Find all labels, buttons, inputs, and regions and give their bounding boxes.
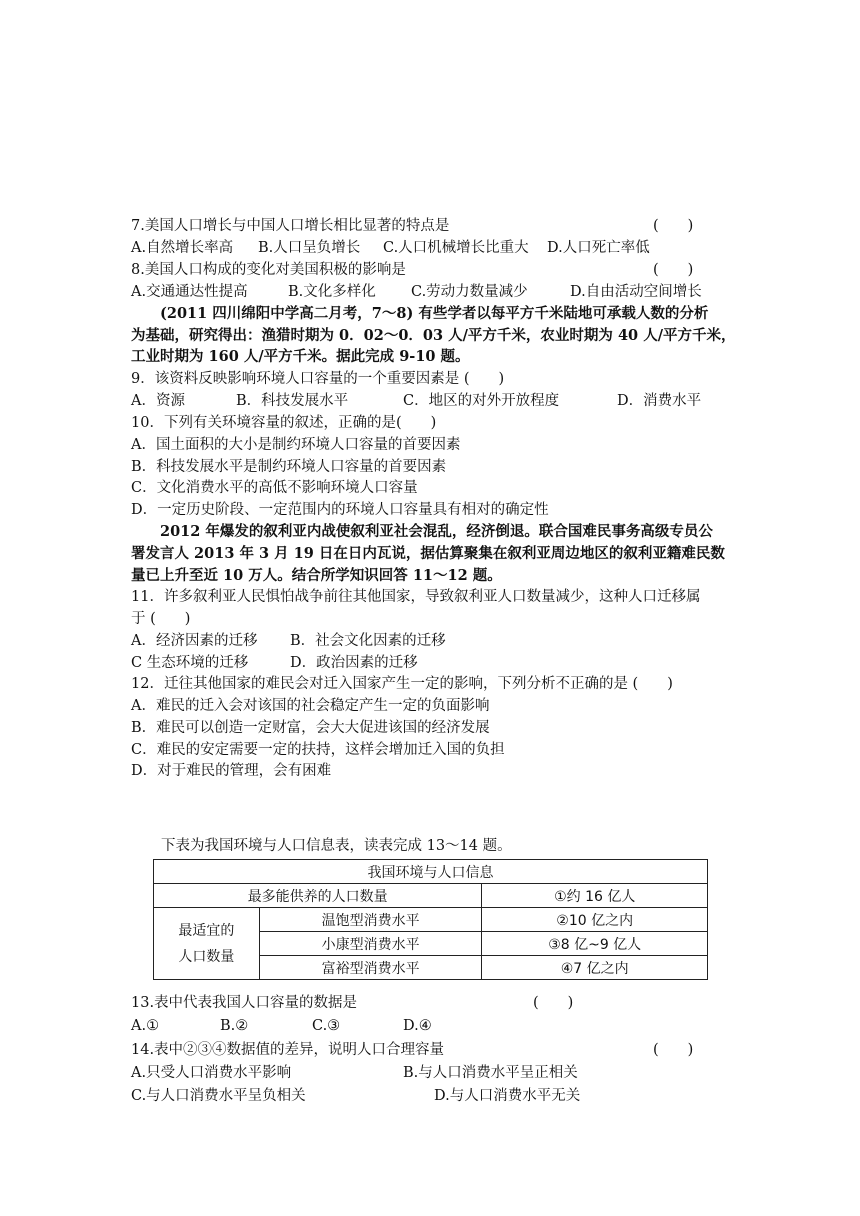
q7-option-c: C.人口机械增长比重大 (383, 240, 529, 256)
q11-stem-line-1: 11．许多叙利亚人民惧怕战争前往其他国家，导致叙利亚人口数量减少，这种人口迁移属 (131, 589, 701, 605)
q9-option-c: C．地区的对外开放程度 (403, 393, 560, 409)
group-label (154, 908, 260, 980)
row-label: 温饱型消费水平 (259, 908, 482, 932)
q8-option-a: A.交通通达性提高 (131, 284, 248, 300)
passage1-line-1: (2011 四川绵阳中学高二月考，7～8) 有些学者以每平方千米陆地可承载人数的分析 (131, 305, 709, 322)
q9-option-d: D．消费水平 (617, 393, 702, 409)
q10-stem: 10．下列有关环境容量的叙述，正确的是( ) (131, 415, 437, 431)
passage2-line-1: 2012 年爆发的叙利亚内战使叙利亚社会混乱，经济倒退。联合国难民事务高级专员公 (131, 523, 713, 540)
table-intro: 下表为我国环境与人口信息表，读表完成 13～14 题。 (161, 838, 512, 854)
table-row (154, 884, 708, 908)
q7-stem: 7.美国人口增长与中国人口增长相比显著的特点是 (131, 218, 450, 234)
q11-stem-line-2: 于 ( ) (131, 611, 191, 627)
q12-option-b: B．难民可以创造一定财富，会大大促进该国的经济发展 (131, 720, 490, 736)
q14-answer-bracket: ( ) (653, 1042, 694, 1058)
q11-option-d: D．政治因素的迁移 (290, 655, 418, 671)
q13-option-d: D.④ (403, 1018, 432, 1034)
q7-answer-bracket: ( ) (653, 218, 694, 234)
q14-stem: 14.表中②③④数据值的差异，说明人口合理容量 (131, 1042, 445, 1058)
passage1-line-2: 为基础，研究得出：渔猎时期为 0．02～0．03 人/平方千米，农业时期为 40 人/平方千米， (131, 327, 736, 344)
q10-option-a: A．国土面积的大小是制约环境人口容量的首要因素 (131, 437, 461, 453)
table-row (154, 908, 708, 932)
q13-answer-bracket: ( ) (533, 995, 574, 1011)
q11-option-b: B．社会文化因素的迁移 (290, 633, 446, 649)
row-value: ③8 亿~9 亿人 (482, 932, 708, 956)
row1-value: ①约 16 亿人 (482, 884, 708, 908)
q12-stem: 12．迁往其他国家的难民会对迁入国家产生一定的影响，下列分析不正确的是 ( ) (131, 676, 673, 692)
q9-stem: 9．该资料反映影响环境人口容量的一个重要因素是 ( ) (131, 371, 505, 387)
q7-option-a: A.自然增长率高 (131, 240, 234, 256)
table-caption: 我国环境与人口信息 (154, 860, 708, 884)
q14-option-c: C.与人口消费水平呈负相关 (131, 1088, 306, 1104)
passage2-line-3: 量已上升至近 10 万人。结合所学知识回答 11～12 题。 (131, 567, 502, 584)
group-label-line-2: 人口数量 (178, 948, 235, 965)
row-value: ②10 亿之内 (482, 908, 708, 932)
q8-option-b: B.文化多样化 (288, 284, 376, 300)
q9-option-b: B．科技发展水平 (236, 393, 349, 409)
group-label-line-1: 最适宜的 (178, 922, 235, 939)
q8-stem: 8.美国人口构成的变化对美国积极的影响是 (131, 262, 406, 278)
q12-option-c: C．难民的安定需要一定的扶持，这样会增加迁入国的负担 (131, 742, 505, 758)
q14-option-d: D.与人口消费水平无关 (434, 1088, 581, 1104)
table-caption-row (154, 860, 708, 884)
q12-option-d: D．对于难民的管理，会有困难 (131, 763, 332, 779)
q10-option-c: C．文化消费水平的高低不影响环境人口容量 (131, 480, 418, 496)
q13-option-b: B.② (220, 1018, 249, 1034)
q13-stem: 13.表中代表我国人口容量的数据是 (131, 995, 358, 1011)
q8-option-c: C.劳动力数量减少 (411, 284, 528, 300)
q14-option-a: A.只受人口消费水平影响 (131, 1065, 292, 1081)
q7-option-b: B.人口呈负增长 (258, 240, 361, 256)
passage2-line-2: 署发言人 2013 年 3 月 19 日在日内瓦说，据估算聚集在叙利亚周边地区的叙利亚籍难民数 (131, 545, 725, 562)
q10-option-b: B．科技发展水平是制约环境人口容量的首要因素 (131, 459, 447, 475)
q10-option-d: D．一定历史阶段、一定范围内的环境人口容量具有相对的确定性 (131, 502, 549, 518)
population-info-table (153, 859, 708, 980)
passage1-line-3: 工业时期为 160 人/平方千米。据此完成 9-10 题。 (131, 348, 470, 365)
q11-option-a: A．经济因素的迁移 (131, 633, 258, 649)
row-value: ④7 亿之内 (482, 956, 708, 980)
q9-option-a: A．资源 (131, 393, 185, 409)
q14-option-b: B.与人口消费水平呈正相关 (403, 1065, 578, 1081)
row-label: 富裕型消费水平 (259, 956, 482, 980)
q7-option-d: D.人口死亡率低 (547, 240, 650, 256)
row1-label: 最多能供养的人口数量 (154, 884, 482, 908)
q13-option-c: C.③ (312, 1018, 341, 1034)
q8-answer-bracket: ( ) (653, 262, 694, 278)
row-label: 小康型消费水平 (259, 932, 482, 956)
q12-option-a: A．难民的迁入会对该国的社会稳定产生一定的负面影响 (131, 698, 490, 714)
q13-option-a: A.① (131, 1018, 160, 1034)
q11-option-c: C 生态环境的迁移 (131, 655, 249, 671)
q8-option-d: D.自由活动空间增长 (570, 284, 702, 300)
